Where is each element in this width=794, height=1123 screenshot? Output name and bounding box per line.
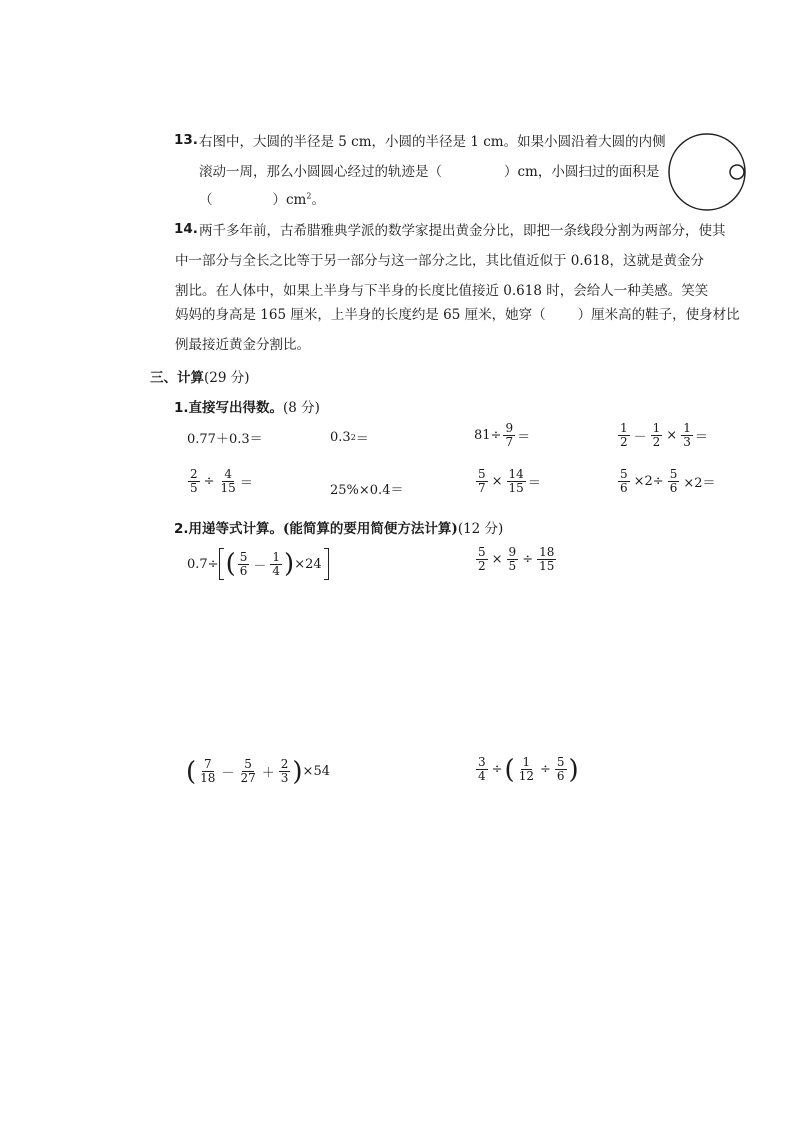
calc-expr-7: $\frac{5}{7}$ × $\frac{14}{15}$ ＝ xyxy=(478,467,541,495)
fraction: $\frac{5}{7}$ xyxy=(478,467,486,495)
fraction: $\frac{1}{3}$ xyxy=(683,421,691,449)
fraction: $\frac{5}{6}$ xyxy=(239,549,248,578)
q14-line3: 割比。在人体中，如果上半身与下半身的长度比值接近 0.618 时，会给人一种美感。笑笑 xyxy=(175,283,709,299)
calc-expr-2: 0.3 2 ＝ xyxy=(330,430,369,447)
calc-expr-5: $\frac{2}{5}$ ÷ $\frac{4}{15}$ ＝ xyxy=(190,467,253,495)
q14-line1: 两千多年前，古希腊雅典学派的数学家提出黄金分比，即把一条线段分割为两部分，使其 xyxy=(199,223,726,239)
q13-blank-track[interactable] xyxy=(442,162,504,182)
fraction: $\frac{5}{6}$ xyxy=(556,755,565,783)
fraction: $\frac{5}{27}$ xyxy=(240,757,256,785)
fraction: $\frac{9}{5}$ xyxy=(508,545,517,573)
q14-line5: 例最接近黄金分割比。 xyxy=(175,337,310,353)
calc-step-2: $\frac{5}{2}$ × $\frac{9}{5}$ ÷ $\frac{18}{15}$ xyxy=(478,545,555,573)
calc-expr-4: $\frac{1}{2}$ － $\frac{1}{2}$ × $\frac{1}{3}$ ＝ xyxy=(620,421,708,449)
q13-blank-area[interactable] xyxy=(213,190,273,210)
fraction: $\frac{14}{15}$ xyxy=(508,467,524,495)
calc-step-4: $\frac{3}{4}$ ÷ ( $\frac{1}{12}$ ÷ $\frac{5}{6}$ ) xyxy=(478,754,579,785)
fraction: $\frac{1}{2}$ xyxy=(652,421,661,449)
fraction: $\frac{5}{6}$ xyxy=(669,467,678,495)
fraction: $\frac{18}{15}$ xyxy=(539,545,555,573)
q14-number: 14. xyxy=(174,221,198,237)
calc-step-1: 0.7÷ ( $\frac{5}{6}$ － $\frac{1}{4}$ ) ×24 xyxy=(187,548,329,580)
small-circle xyxy=(730,165,744,179)
q14-line2: 中一部分与全长之比等于另一部分与这一部分之比，其比值近似于 0.618，这就是黄金分 xyxy=(175,253,704,269)
fraction: $\frac{2}{5}$ xyxy=(190,467,198,495)
q13-number: 13. xyxy=(174,132,198,148)
circle-figure xyxy=(666,130,750,214)
fraction: $\frac{9}{7}$ xyxy=(505,421,514,449)
q13-line1: 右图中，大圆的半径是 5 cm，小圆的半径是 1 cm。如果小圆沿着大圆的内侧 xyxy=(199,134,666,150)
calc-expr-1: 0.77＋0.3＝ xyxy=(187,432,263,447)
part1-heading: 1.直接写出得数。(8 分) xyxy=(174,400,320,416)
calc-expr-6: 25%×0.4＝ xyxy=(330,483,404,498)
section3-heading: 三、计算(29 分) xyxy=(150,370,250,386)
q13-line2: 滚动一周，那么小圆圆心经过的轨迹是（ ）cm，小圆扫过的面积是 xyxy=(199,164,660,180)
calc-expr-3: 81÷ $\frac{9}{7}$ ＝ xyxy=(474,421,531,449)
part2-heading: 2.用递等式计算。(能简算的要用简便方法计算)(12 分) xyxy=(174,521,504,537)
fraction: $\frac{1}{12}$ xyxy=(518,755,534,783)
large-circle xyxy=(669,134,745,210)
calc-expr-8: $\frac{5}{6}$ ×2÷ $\frac{5}{6}$ ×2＝ xyxy=(620,467,716,495)
fraction: $\frac{1}{2}$ xyxy=(620,421,628,449)
fraction: $\frac{5}{6}$ xyxy=(620,467,628,495)
calc-step-3: ( $\frac{7}{18}$ － $\frac{5}{27}$ ＋ $\frac{2}{3}$ ) ×54 xyxy=(186,756,330,787)
q14-blank-shoe[interactable] xyxy=(546,305,578,325)
fraction: $\frac{7}{18}$ xyxy=(200,757,216,785)
q13-line3: （ ）$cm^2$。 xyxy=(199,191,325,208)
fraction: $\frac{4}{15}$ xyxy=(220,467,236,495)
fraction: $\frac{3}{4}$ xyxy=(478,755,486,783)
fraction: $\frac{5}{2}$ xyxy=(478,545,486,573)
fraction: $\frac{1}{4}$ xyxy=(272,549,281,578)
fraction: $\frac{2}{3}$ xyxy=(280,757,289,785)
q14-line4: 妈妈的身高是 165 厘米，上半身的长度约是 65 厘米，她穿（ ）厘米高的鞋子，使身材比 xyxy=(175,307,740,323)
